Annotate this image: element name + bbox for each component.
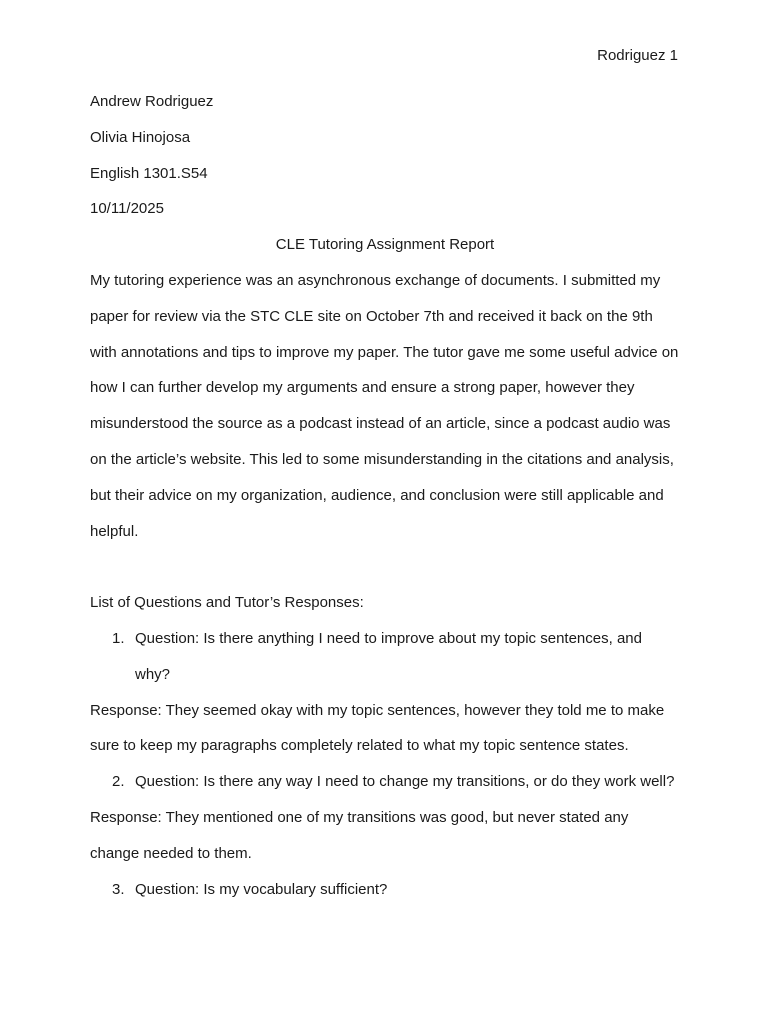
list-item: [90, 872, 680, 908]
list-item: [90, 621, 680, 693]
response-text: Response: They mentioned one of my transitions was good, but never stated any change needed to them.: [90, 808, 629, 862]
blank-line: [90, 549, 680, 585]
course-name: English 1301.S54: [90, 164, 208, 182]
list-heading: List of Questions and Tutor’s Responses:: [90, 594, 364, 612]
running-head: Rodriguez 1: [597, 47, 678, 64]
response-text: Response: They seemed okay with my topic sentences, however they told me to make sure to keep my paragraphs completely related to what my topic sentence states.: [90, 701, 665, 755]
page-title: CLE Tutoring Assignment Report: [275, 236, 495, 254]
date: 10/11/2025: [90, 200, 164, 218]
instructor-name: Olivia Hinojosa: [90, 128, 191, 146]
question-text: Question: Is there anything I need to improve about my topic sentences, and why?: [135, 629, 642, 683]
document-body: [90, 84, 680, 907]
student-name: Andrew Rodriguez: [90, 93, 214, 110]
body-paragraph: My tutoring experience was an asynchronous exchange of documents. I submitted my paper for review via the STC CLE site on October 7th and received it back on the 9th with annotations and tips to improve my paper. The tutor gave me some useful advice on how I can further develop my arguments and ensure a strong paper, however they misunderstood the source as a podcast instead of an article, since a podcast audio was on the article’s website. This led to some misunderstanding in the citations and analysis, but their advice on my organization, audience, and conclusion were still applicable and helpful.: [90, 271, 679, 540]
list-number: 3.: [112, 880, 125, 898]
question-text: Question: Is my vocabulary sufficient?: [135, 880, 388, 898]
list-item: [90, 764, 680, 800]
list-number: 2.: [112, 773, 125, 791]
list-number: 1.: [112, 629, 125, 647]
question-text: Question: Is there any way I need to change my transitions, or do they work well?: [135, 773, 675, 791]
